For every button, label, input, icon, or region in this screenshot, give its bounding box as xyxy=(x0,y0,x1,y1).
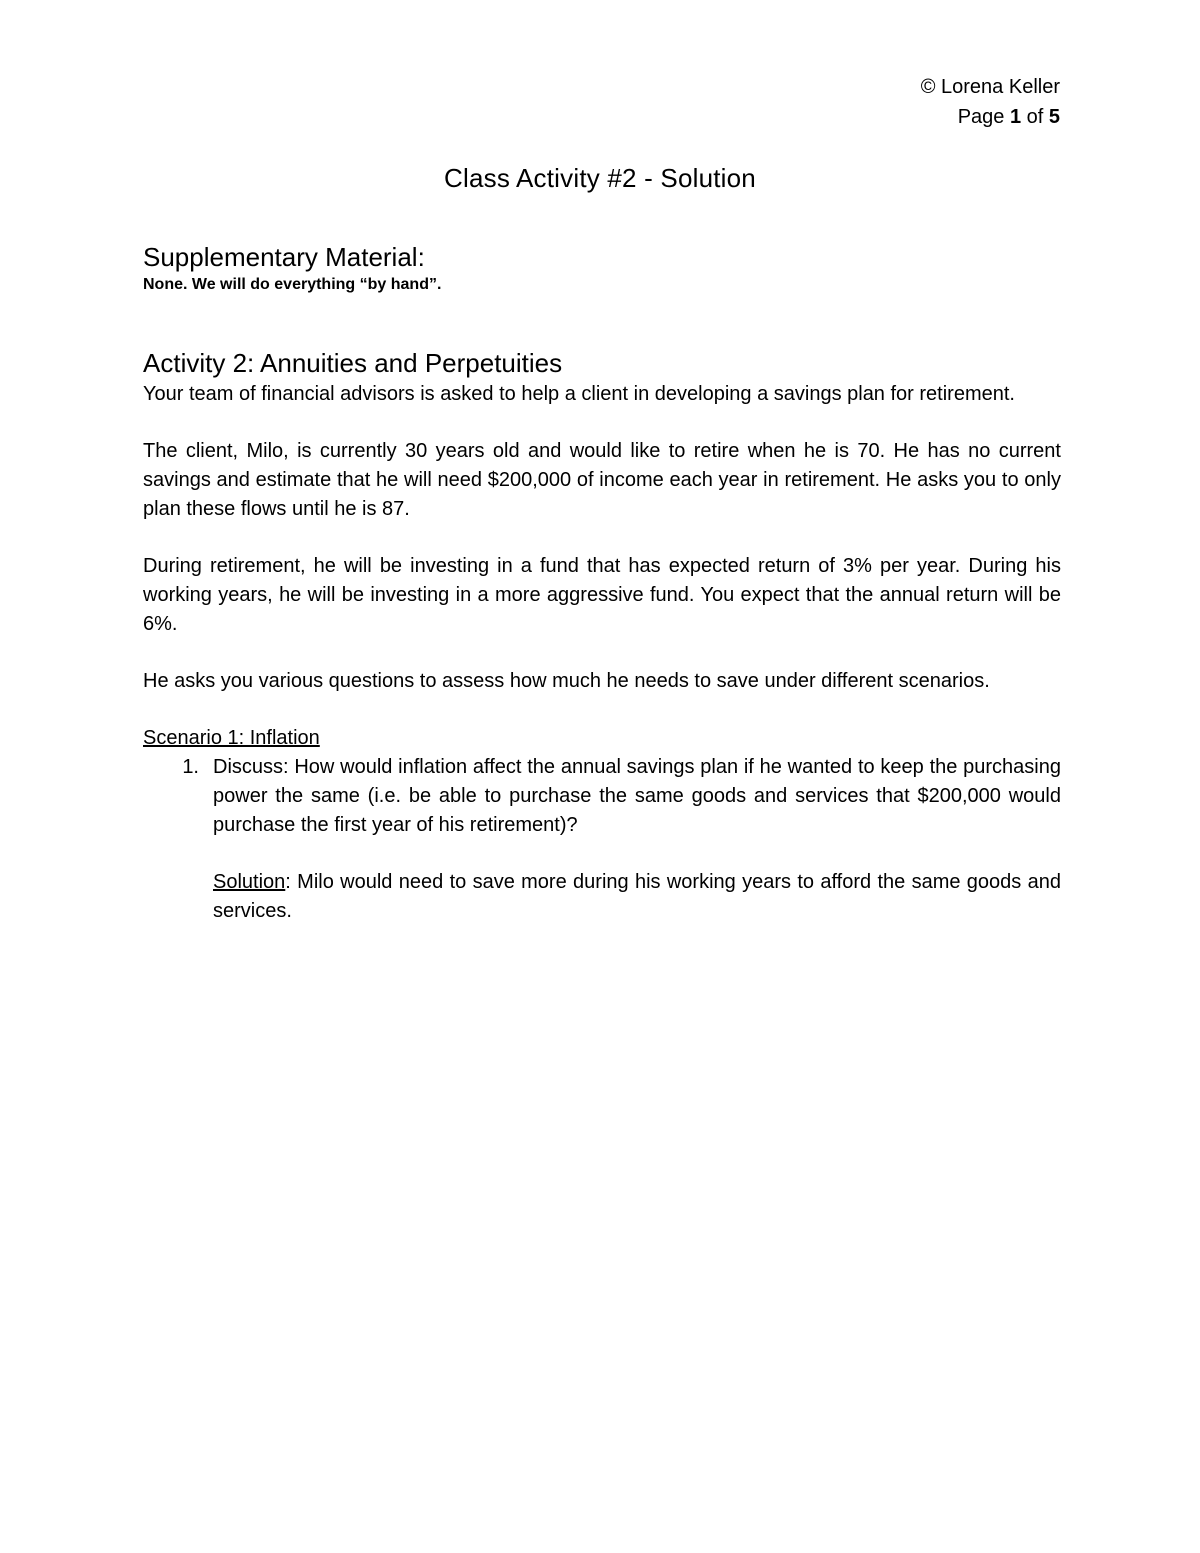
spacer xyxy=(143,409,1061,437)
spacer xyxy=(143,696,1061,724)
activity-paragraph-returns: During retirement, he will be investing in a fund that has expected return of 3% per year. During his working years, he will be investing in a more aggressive fund. You expect that the annual return will be 6%. xyxy=(143,555,1061,635)
scenario-heading: Scenario 1: Inflation xyxy=(143,727,320,749)
list-item-body xyxy=(213,753,1061,926)
supplementary-note: None. We will do everything “by hand”. xyxy=(143,276,442,293)
solution-body: : Milo would need to save more during his working years to afford the same goods and services. xyxy=(213,871,1061,922)
solution-text xyxy=(213,868,1061,926)
activity-heading: Activity 2: Annuities and Perpetuities xyxy=(143,348,563,378)
page-total: 5 xyxy=(1048,106,1060,128)
supplementary-heading: Supplementary Material: xyxy=(143,242,425,272)
activity-paragraph-intro: Your team of financial advisors is asked to help a client in developing a savings plan for retirement. xyxy=(143,383,1015,405)
copyright-line: © Lorena Keller xyxy=(920,76,1060,98)
list-item-number: 1. xyxy=(182,756,199,778)
spacer xyxy=(143,639,1061,667)
page-current: 1 xyxy=(1009,106,1022,128)
spacer xyxy=(143,524,1061,552)
activity-paragraph-client: The client, Milo, is currently 30 years old and would like to retire when he is 70. He has no current savings and estimate that he will need $200,000 of income each year in retirement. He asks you to only plan these flows until he is 87. xyxy=(143,440,1061,520)
solution-label: Solution xyxy=(213,871,286,893)
page-number xyxy=(921,102,1060,132)
spacer xyxy=(213,840,1061,868)
document-title: Class Activity #2 - Solution xyxy=(444,163,756,193)
page-header xyxy=(921,72,1060,132)
list-item xyxy=(143,753,1061,926)
page-prefix: Page xyxy=(957,106,1010,128)
question-text: Discuss: How would inflation affect the annual savings plan if he wanted to keep the purchasing power the same (i.e. be able to purchase the same goods and services that $200,000 would purchase the first year of his retirement)? xyxy=(213,756,1061,836)
activity-paragraph-scenarios: He asks you various questions to assess how much he needs to save under different scenarios. xyxy=(143,670,990,692)
spacer xyxy=(143,296,1061,346)
document-body xyxy=(143,240,1061,926)
page-of: of xyxy=(1021,106,1049,128)
